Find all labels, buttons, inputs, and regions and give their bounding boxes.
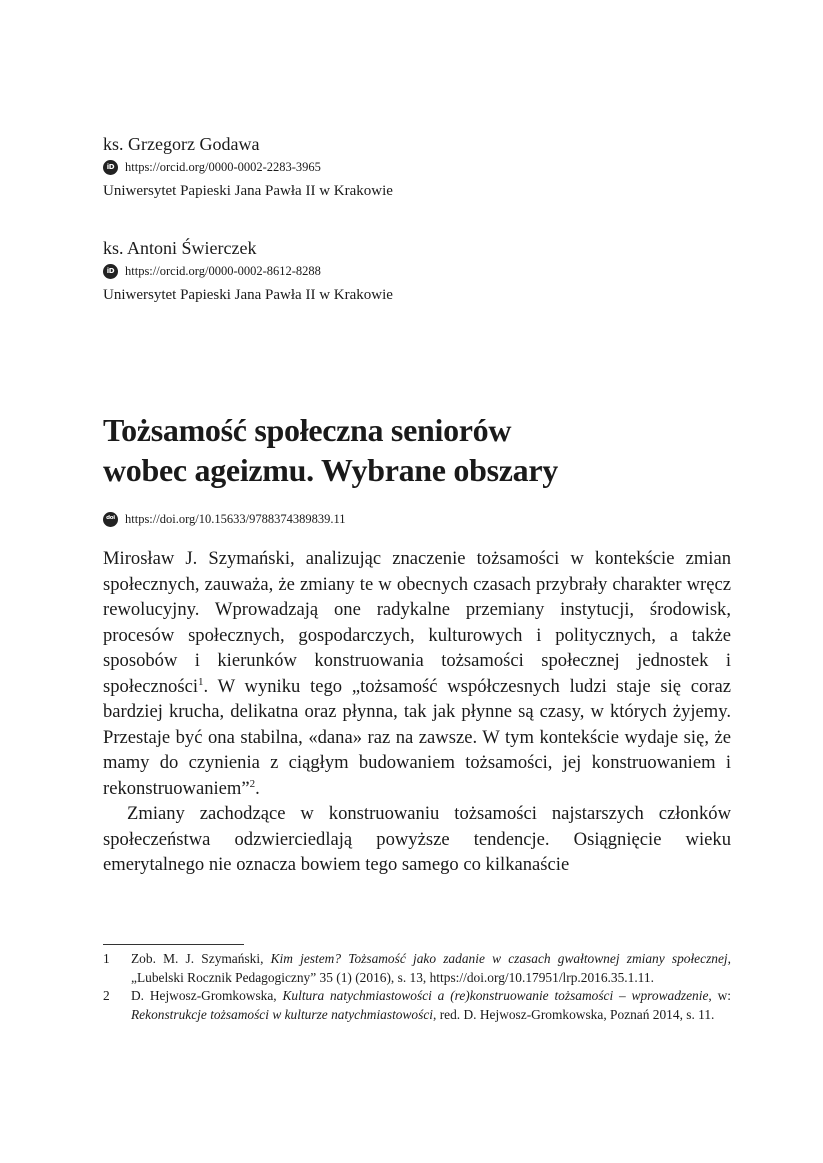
orcid-link[interactable]: https://orcid.org/0000-0002-8612-8288 xyxy=(125,264,321,278)
footnote-1 xyxy=(103,950,731,987)
footnote-text xyxy=(131,950,731,987)
footnote-text-part: , „Lubelski Rocznik Pedagogiczny” 35 (1) (2016), s. 13, https://doi.org/10.17951/lrp.2016.35.1.11. xyxy=(131,951,731,985)
footnote-text-part: , red. D. Hejwosz-Gromkowska, Poznań 2014, s. 11. xyxy=(433,1006,715,1022)
doi-link[interactable]: https://doi.org/10.15633/9788374389839.11 xyxy=(125,512,346,526)
footnote-cited-title: Kim jestem? Tożsamość jako zadanie w czasach gwałtownej zmiany społecznej xyxy=(270,951,728,966)
article-title xyxy=(103,410,731,490)
paragraph-1 xyxy=(103,546,731,801)
orcid-id-icon: iD xyxy=(103,160,118,175)
footnote-cited-title: Kultura natychmiastowości a (re)konstruowanie tożsamości – wprowadzenie xyxy=(282,988,709,1003)
author-block-2 xyxy=(103,237,731,305)
footnote-ref-2[interactable]: 2 xyxy=(249,777,256,790)
doi-icon: doi xyxy=(103,512,118,527)
footnote-text-part: D. Hejwosz-Gromkowska, xyxy=(131,988,283,1003)
author-affiliation: Uniwersytet Papieski Jana Pawła II w Krakowie xyxy=(103,183,393,199)
orcid-line xyxy=(103,158,731,176)
footnote-2 xyxy=(103,987,731,1024)
orcid-link[interactable]: https://orcid.org/0000-0002-2283-3965 xyxy=(125,160,321,174)
paragraph-1-text-b: . W wyniku tego „tożsamość współczesnych ludzi staje się coraz bardziej krucha, delikatna oraz płynna, tak jak płynne są czasy, w których żyjemy. Przestaje być ona stabilna, «dana» raz na zawsze. W tym kontekście wydaje się, że mamy do czynienia z ciągłym budowaniem tożsamości, jej konstruowaniem i rekonstruowaniem” xyxy=(103,675,731,799)
paragraph-1-text-a: Mirosław J. Szymański, analizując znaczenie tożsamości w kontekście zmian społecznych, zauważa, że zmiany te w obecnych czasach przybrały charakter wręcz rewolucyjny. Wprowadzają one radykalne przemiany instytucji, środowisk, procesów społecznych, gospodarczych, kulturowych i politycznych, a także sposobów i kierunków konstruowania tożsamości społecznej jednostek i społeczności xyxy=(103,548,731,697)
author-block-1 xyxy=(103,133,731,201)
author-affiliation: Uniwersytet Papieski Jana Pawła II w Krakowie xyxy=(103,287,393,303)
author-name: ks. Antoni Świerczek xyxy=(103,238,257,258)
footnote-ref-1[interactable]: 1 xyxy=(198,675,204,688)
footnote-cited-title: Rekonstrukcje tożsamości w kulturze natychmiastowości xyxy=(131,1006,433,1022)
paragraph-1-text-c: . xyxy=(255,777,260,799)
article-title-line-1: Tożsamość społeczna seniorów xyxy=(103,412,512,448)
article-body xyxy=(103,546,731,878)
footnote-text xyxy=(131,987,731,1024)
paragraph-2: Zmiany zachodzące w konstruowaniu tożsamości najstarszych członków społeczeństwa odzwierciedlają powyższe tendencje. Osiągnięcie wieku emerytalnego nie oznacza bowiem tego samego co kilkanaście xyxy=(103,803,731,875)
article-title-line-2: wobec ageizmu. Wybrane obszary xyxy=(103,452,558,488)
footnote-text-part: Zob. M. J. Szymański, xyxy=(131,951,271,966)
footnote-text-part: , w: xyxy=(708,988,731,1003)
author-name: ks. Grzegorz Godawa xyxy=(103,134,260,154)
orcid-id-icon: iD xyxy=(103,264,118,279)
footnote-divider xyxy=(103,944,244,945)
orcid-line xyxy=(103,262,731,280)
doi-line xyxy=(103,510,346,528)
footnote-number: 2 xyxy=(103,988,110,1003)
footnote-number: 1 xyxy=(103,951,110,966)
footnotes xyxy=(103,950,731,1024)
